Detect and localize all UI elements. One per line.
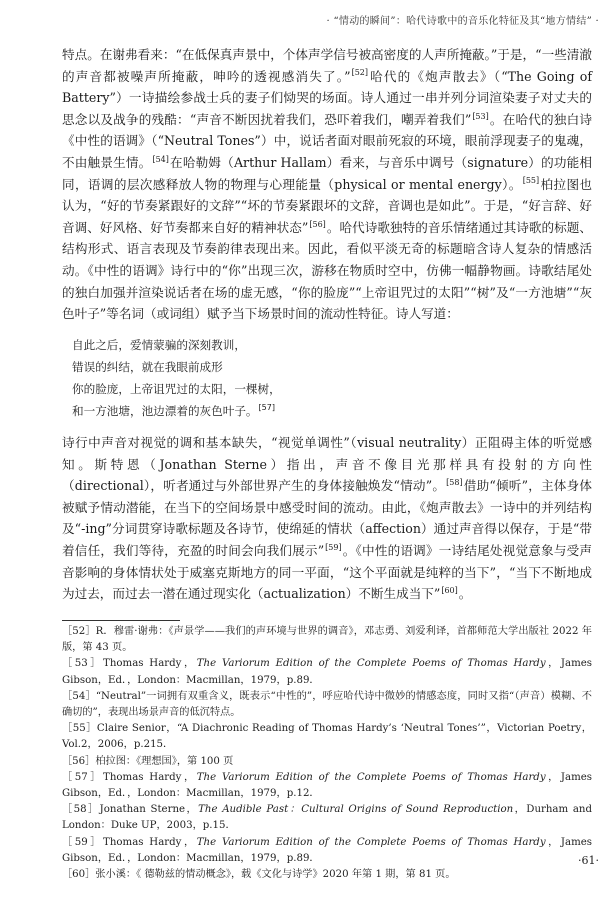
footnote-text: ，James Gibson，Ed．，London：Macmillan，1979，p.12． bbox=[62, 771, 592, 800]
running-head: · “情动的瞬间”：哈代诗歌中的音乐化特征及其“地方情结” · bbox=[326, 16, 599, 27]
body-text-segment: 。《中性的语调》一诗结尾处视觉意象与受声音影响的身体情状处于威塞克斯地方的同一平面，“这个平面就是纯粹的当下”，“当下不断地成为过去，而过去一潜在通过现实化（actualization）不断生成当下” bbox=[62, 542, 592, 602]
footnote-text: ［59］Thomas Hardy， bbox=[62, 836, 197, 848]
footnote-58 bbox=[62, 802, 592, 834]
footnote-53 bbox=[62, 656, 592, 688]
footnote-text: ［53］Thomas Hardy， bbox=[62, 658, 197, 670]
body-text-segment: 诗行中声音对视觉的调和基本缺失，“视觉单调性”（visual neutrality）正阻碍主体的听觉感知。斯特恩（Jonathan Sterne）指出，声音不像目光那样具有投射的方向性（directional），听者通过与外部世界产生的身体接触焕发“情动”。 bbox=[62, 435, 592, 494]
footnote-60: ［60］张小溪：《 德勒兹的情动概念》，载《文化与诗学》2020 年第 1 期，第 81 页。 bbox=[62, 869, 456, 881]
footnote-56: ［56］柏拉图：《理想国》，第 100 页 bbox=[62, 755, 234, 767]
body-paragraph-2 bbox=[62, 432, 592, 605]
body-text-segment: 在哈勒姆（Arthur Hallam）看来，与音乐中调号（signature）的功能相同，语调的层次感释放人物的物理与心理能量（physical or mental energy）。 bbox=[62, 154, 593, 192]
footnote-55: ［55］Claire Senior，“A Diachronic Reading of Thomas Hardy’s ‘Neutral Tones’”，Victorian Poetry，Vol.2，2006，p.215． bbox=[62, 723, 592, 751]
footnote-ref-53[interactable]: [53] bbox=[472, 111, 489, 121]
poem-line-4-text: 和一方池塘，池边漂着的灰色叶子。 bbox=[72, 404, 258, 418]
footnote-ref-55[interactable]: [55] bbox=[522, 176, 540, 186]
footnote-divider bbox=[62, 620, 180, 621]
body-text-segment: 借助“倾听”，主体身体被赋予情动潜能，在当下的空间场景中感受时间的流动。由此，《炮声散去》一诗中的并列结构及“-ing”分词贯穿诗歌标题及各诗节，使绵延的情状（affection）通过声音得以保存，于是“带着信任，我们等待，充盈的时间会向我们展示” bbox=[62, 478, 592, 558]
footnote-ref-59[interactable]: [59] bbox=[325, 542, 342, 552]
footnote-ref-58[interactable]: [58] bbox=[446, 478, 463, 487]
poem-line-3: 你的脸庞，上帝诅咒过的太阳，一棵树， bbox=[72, 382, 281, 396]
page-number: ·61· bbox=[578, 854, 599, 867]
footnote-title: The Variorum Edition of the Complete Poems of Thomas Hardy bbox=[196, 658, 546, 670]
body-text-segment: 哈代的《炮声散去》（“The Going of Battery”）一诗描绘参战士兵的妻子们恸哭的场面。诗人通过一串并列分词渲染妻子对丈夫的思念以及战争的残酷：“声音不断因扰着我们，恐吓着我们，嘲弄着我们” bbox=[62, 68, 592, 127]
body-text-segment: 。在哈代的独白诗《中性的语调》（“Neutral Tones”）中，说话者面对眼前死寂的环境，眼前浮现妻子的鬼魂，不由触景生情。 bbox=[62, 111, 592, 170]
footnote-54: ［54］“Neutral”一词拥有双重含义，既表示“中性的”，呼应哈代诗中微妙的情感态度，同时又指“（声音）模糊、不确切的”，表现出场景声音的低沉特点。 bbox=[62, 690, 592, 719]
footnote-text: ［58］Jonathan Sterne， bbox=[62, 804, 199, 816]
poem-quote bbox=[72, 334, 281, 422]
footnote-57 bbox=[62, 770, 592, 802]
body-text-segment: 柏拉图也认为，“好的节奏紧跟好的文辞”“坏的节奏紧跟坏的文辞，音调也是如此”。于是，“好言辞、好音调、好风格、好节奏都来自好的精神状态” bbox=[62, 176, 593, 235]
poem-line-1: 自此之后，爱情蒙骗的深刻教训， bbox=[72, 338, 246, 352]
footnote-59 bbox=[62, 835, 592, 867]
footnote-text: ，James Gibson，Ed．，London：Macmillan，1979，p.89． bbox=[62, 658, 592, 686]
footnote-ref-54[interactable]: [54] bbox=[152, 154, 169, 164]
body-text-segment: 特点。在谢弗看来：“在低保真声景中，个体声学信号被高密度的人声所掩蔽。”于是，“一些清澈的声音都被噪声所掩蔽，呻吟的透视感消失了。” bbox=[62, 47, 592, 84]
body-text-segment: 。 bbox=[458, 586, 472, 602]
body-paragraph-1 bbox=[62, 44, 592, 325]
footnote-text: ，James Gibson，Ed．，London：Macmillan，1979，p.89． bbox=[62, 836, 592, 864]
footnote-text: ［57］Thomas Hardy， bbox=[62, 771, 197, 783]
footnote-ref-60[interactable]: [60] bbox=[441, 585, 458, 595]
footnote-text: ，Durham and London：Duke UP，2003，p.15． bbox=[62, 804, 593, 832]
footnote-title: The Variorum Edition of the Complete Poems of Thomas Hardy bbox=[196, 836, 546, 848]
poem-line-2: 错误的纠结，就在我眼前成形 bbox=[72, 360, 223, 374]
footnote-52: ［52］R．穆雷·谢弗：《声景学——我们的声环境与世界的调音》，邓志勇、刘爱利译，首都师范大学出版社 2022 年版，第 43 页。 bbox=[62, 626, 592, 654]
footnotes bbox=[62, 624, 592, 883]
body-text-segment: 。哈代诗歌独特的音乐情绪通过其诗歌的标题、结构形式、语言表现及节奏韵律表现出来。因此，看似平淡无奇的标题暗含诗人复杂的情感活动。《中性的语调》诗行中的“你”出现三次，游移在物质时空中，仿佛一幅静物画。诗歌结尾处的独白加强并渲染说话者在场的虚无感，“你的脸庞”“上帝诅咒过的太阳”“树”及“一方池塘”“灰色叶子”等名词（或词组）赋予当下场景时间的流动性特征。诗人写道： bbox=[62, 219, 592, 322]
poem-line-4 bbox=[72, 400, 281, 422]
footnote-ref-57[interactable]: [57] bbox=[258, 403, 275, 413]
footnote-title: The Audible Past：Cultural Origins of Sound Reproduction bbox=[198, 804, 514, 816]
footnote-ref-56[interactable]: [56] bbox=[309, 219, 326, 229]
footnote-title: The Variorum Edition of the Complete Poems of Thomas Hardy bbox=[196, 771, 546, 783]
footnote-ref-52[interactable]: [52] bbox=[351, 68, 369, 78]
